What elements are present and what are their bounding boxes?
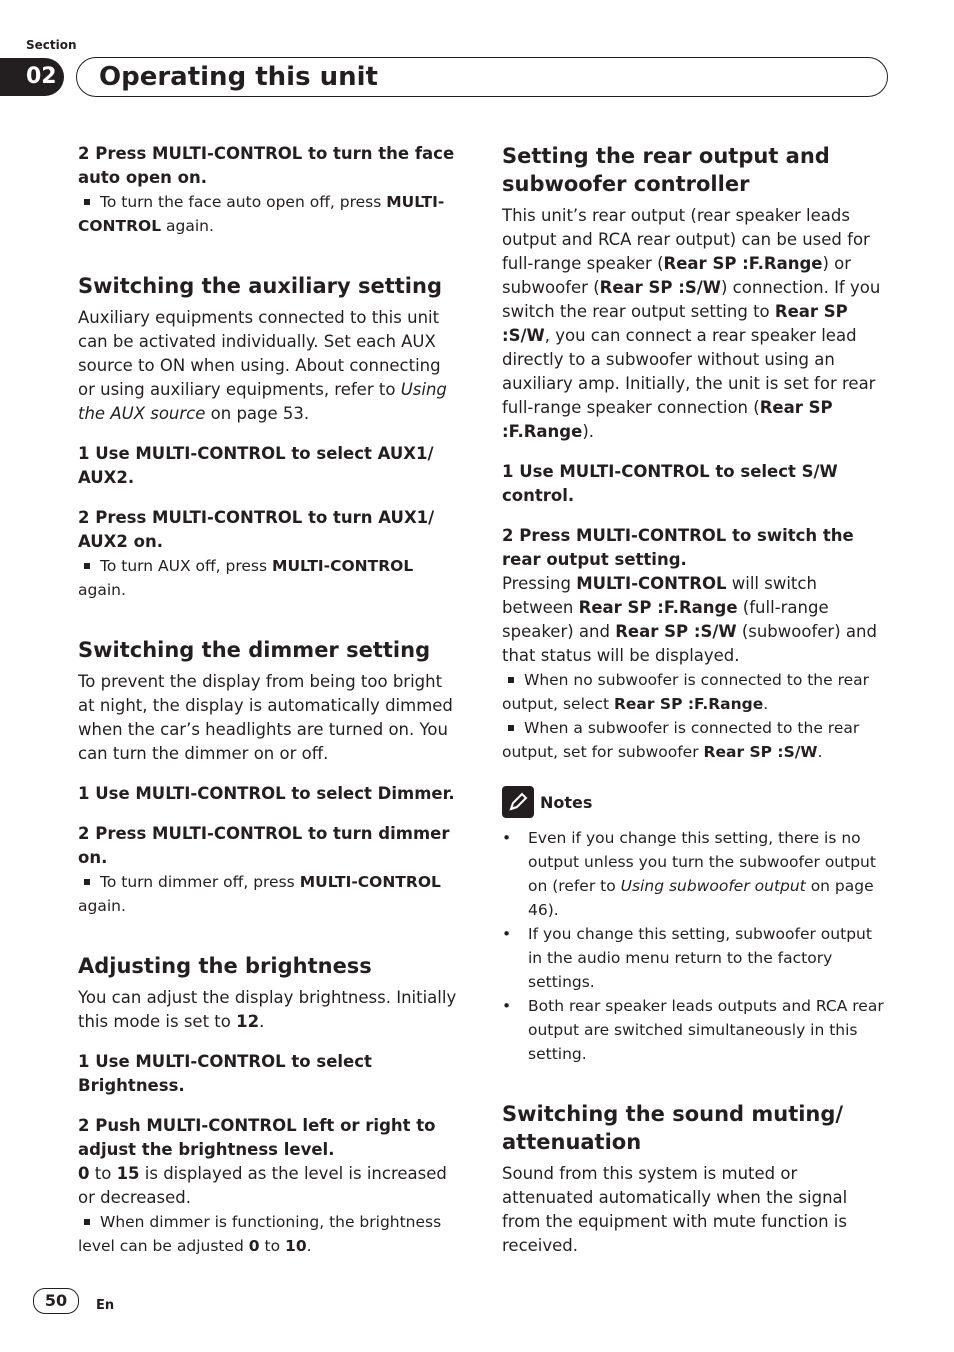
brightness-range: 0 to 15 is displayed as the level is increased or decreased. [78,1164,447,1207]
rear-output-heading: Setting the rear output and subwoofer controller [502,144,830,196]
mute-heading: Switching the sound muting/ attenuation [502,1102,844,1154]
note-item: • Even if you change this setting, there is no output unless you turn the subwoofer output on (refer to Using subwoofer output on page 46). [502,826,890,922]
note-item: • If you change this setting, subwoofer output in the audio menu return to the factory settings. [502,922,890,994]
rear-output-body: This unit’s rear output (rear speaker leads output and RCA rear output) can be used for full-range speaker (Rear SP :F.Range) or subwoofer (Rear SP :S/W) connection. If you switch the rear output setting to Rear SP :S/W, you can connect a rear speaker lead directly to a subwoofer without using an auxiliary amp. Initially, the unit is set for rear full-range speaker connection (Rear SP :F.Range). [502,206,881,441]
pencil-note-icon [502,786,534,818]
note-item: • Both rear speaker leads outputs and RCA rear output are switched simultaneously in this setting. [502,994,890,1066]
brightness-step-2: 2 Push MULTI-CONTROL left or right to adjust the brightness level. [78,1116,436,1159]
brightness-heading: Adjusting the brightness [78,954,372,978]
rear-bullet-2: When a subwoofer is connected to the rear output, set for subwoofer Rear SP :S/W. [502,719,860,761]
square-bullet-icon [508,725,514,731]
brightness-step-1: 1 Use MULTI-CONTROL to select Brightness. [78,1052,372,1095]
square-bullet-icon [84,879,90,885]
square-bullet-icon [84,1219,90,1225]
rear-step-2: 2 Press MULTI-CONTROL to switch the rear output setting. [502,526,854,569]
dimmer-step-2: 2 Press MULTI-CONTROL to turn dimmer on. [78,824,450,867]
mute-body: Sound from this system is muted or attenuated automatically when the signal from the equipment with mute function is received. [502,1164,848,1255]
aux-step-2: 2 Press MULTI-CONTROL to turn AUX1/ AUX2 on. [78,508,435,551]
square-bullet-icon [508,677,514,683]
right-column [502,142,890,1258]
rear-press-text: Pressing MULTI-CONTROL will switch between Rear SP :F.Range (full-range speaker) and Rear SP :S/W (subwoofer) and that status will be displayed. [502,574,877,665]
page-number: 50 [33,1288,79,1314]
notes-header [502,786,890,818]
notes-label: Notes [540,792,593,812]
brightness-body: You can adjust the display brightness. Initially this mode is set to 12. [78,988,457,1031]
dimmer-bullet: To turn dimmer off, press MULTI-CONTROL again. [78,873,441,915]
face-bullet: To turn the face auto open off, press MULTI-CONTROL again. [78,193,445,235]
section-label: Section [26,38,77,52]
dimmer-step-1: 1 Use MULTI-CONTROL to select Dimmer. [78,784,455,803]
dimmer-body: To prevent the display from being too bright at night, the display is automatically dimmed when the car’s headlights are turned on. You can turn the dimmer on or off. [78,672,453,763]
rear-step-1: 1 Use MULTI-CONTROL to select S/W control. [502,462,838,505]
dimmer-heading: Switching the dimmer setting [78,638,431,662]
page-title-box [76,57,888,97]
rear-bullet-1: When no subwoofer is connected to the rear output, select Rear SP :F.Range. [502,671,870,713]
aux-heading: Switching the auxiliary setting [78,274,442,298]
page-title: Operating this unit [99,62,378,92]
aux-bullet: To turn AUX off, press MULTI-CONTROL again. [78,557,414,599]
notes-list [502,826,890,1066]
language-code: En [96,1298,115,1313]
section-number-badge: 02 [0,58,64,96]
aux-body: Auxiliary equipments connected to this unit can be activated individually. Set each AUX source to ON when using. About connecting or using auxiliary equipments, refer to Using the AUX source on page 53. [78,308,447,423]
brightness-bullet: When dimmer is functioning, the brightness level can be adjusted 0 to 10. [78,1213,442,1255]
aux-step-1: 1 Use MULTI-CONTROL to select AUX1/ AUX2. [78,444,434,487]
square-bullet-icon [84,199,90,205]
square-bullet-icon [84,563,90,569]
face-step-2: 2 Press MULTI-CONTROL to turn the face auto open on. [78,144,455,187]
left-column [78,142,462,1258]
